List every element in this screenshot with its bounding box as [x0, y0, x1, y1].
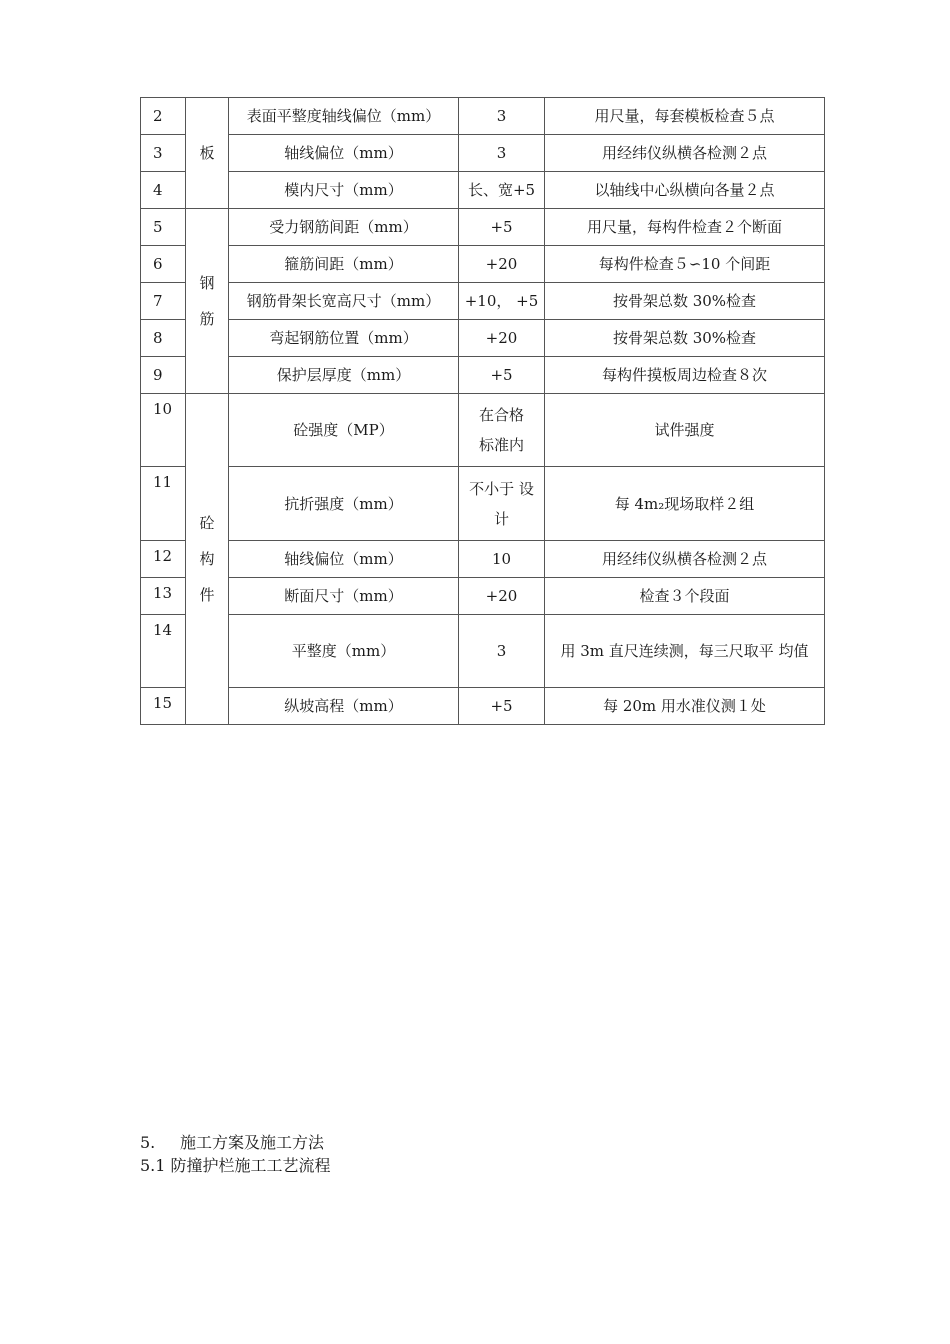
item-cell: 砼强度（MP） [229, 394, 459, 467]
tolerance-text: 不小于 设计 [469, 479, 534, 528]
item-cell: 轴线偏位（mm） [229, 541, 459, 578]
method-cell: 每构件摸板周边检查８次 [545, 357, 825, 394]
table-row [141, 394, 825, 467]
tolerance-text: 在合格标准内 [479, 406, 525, 454]
tolerance-cell: +5 [459, 357, 545, 394]
group-label: 板 [199, 144, 215, 162]
table-row [141, 172, 825, 209]
item-cell: 抗折强度（mm） [229, 467, 459, 541]
method-cell [545, 615, 825, 688]
table-row [141, 467, 825, 541]
row-number: 3 [141, 135, 186, 172]
table-row [141, 246, 825, 283]
subsection-heading: 5.1 防撞护栏施工工艺流程 [140, 1156, 331, 1175]
row-number: 11 [141, 467, 186, 541]
row-number: 14 [141, 615, 186, 688]
table-row [141, 209, 825, 246]
item-cell: 受力钢筋间距（mm） [229, 209, 459, 246]
tolerance-cell: 10 [459, 541, 545, 578]
group-label: 钢筋 [199, 274, 215, 328]
table-row [141, 541, 825, 578]
table-row [141, 98, 825, 135]
tolerance-cell: +20 [459, 246, 545, 283]
tolerance-cell: 3 [459, 135, 545, 172]
item-cell: 钢筋骨架长宽高尺寸（mm） [229, 283, 459, 320]
item-cell: 纵坡高程（mm） [229, 688, 459, 725]
method-cell: 用尺量，每套模板检查５点 [545, 98, 825, 135]
table-row [141, 320, 825, 357]
item-cell: 弯起钢筋位置（mm） [229, 320, 459, 357]
table-row [141, 357, 825, 394]
tolerance-cell: 3 [459, 98, 545, 135]
row-number: 4 [141, 172, 186, 209]
row-number: 5 [141, 209, 186, 246]
inspection-table [140, 97, 825, 725]
table-row [141, 688, 825, 725]
row-number: 10 [141, 394, 186, 467]
row-number: 15 [141, 688, 186, 725]
tolerance-cell: 长、宽+5 [459, 172, 545, 209]
tolerance-cell: +10， +5 [459, 283, 545, 320]
row-number: 12 [141, 541, 186, 578]
method-cell: 每 4m₂现场取样２组 [545, 467, 825, 541]
method-cell: 用经纬仪纵横各检测２点 [545, 135, 825, 172]
item-cell: 断面尺寸（mm） [229, 578, 459, 615]
row-number: 9 [141, 357, 186, 394]
method-cell: 按骨架总数 30%检查 [545, 283, 825, 320]
table-row [141, 135, 825, 172]
item-cell: 平整度（mm） [229, 615, 459, 688]
group-cell-ban [186, 98, 229, 209]
item-cell: 保护层厚度（mm） [229, 357, 459, 394]
method-cell: 用经纬仪纵横各检测２点 [545, 541, 825, 578]
row-number: 8 [141, 320, 186, 357]
table-row [141, 283, 825, 320]
group-cell-goujian [186, 394, 229, 725]
tolerance-cell [459, 467, 545, 541]
method-cell: 以轴线中心纵横向各量２点 [545, 172, 825, 209]
method-cell: 用尺量，每构件检查２个断面 [545, 209, 825, 246]
group-cell-gangjin [186, 209, 229, 394]
tolerance-cell: +5 [459, 688, 545, 725]
tolerance-cell: +20 [459, 320, 545, 357]
method-cell: 每 20m 用水准仪测１处 [545, 688, 825, 725]
group-label: 砼构件 [199, 514, 215, 604]
method-cell: 试件强度 [545, 394, 825, 467]
method-cell: 检查３个段面 [545, 578, 825, 615]
item-cell: 箍筋间距（mm） [229, 246, 459, 283]
row-number: 7 [141, 283, 186, 320]
method-cell: 每构件检查５∽10 个间距 [545, 246, 825, 283]
table-row [141, 578, 825, 615]
item-cell: 模内尺寸（mm） [229, 172, 459, 209]
section-number: 5. [140, 1133, 156, 1152]
item-cell: 表面平整度轴线偏位（mm） [229, 98, 459, 135]
row-number: 6 [141, 246, 186, 283]
section-title: 施工方案及施工方法 [180, 1133, 325, 1152]
tolerance-cell: +5 [459, 209, 545, 246]
item-cell: 轴线偏位（mm） [229, 135, 459, 172]
row-number: 13 [141, 578, 186, 615]
tolerance-cell [459, 394, 545, 467]
method-cell: 按骨架总数 30%检查 [545, 320, 825, 357]
row-number: 2 [141, 98, 186, 135]
tolerance-cell: 3 [459, 615, 545, 688]
method-text: 用 3m 直尺连续测，每三尺取平 均值 [560, 642, 809, 660]
section-heading [140, 1130, 324, 1153]
tolerance-cell: +20 [459, 578, 545, 615]
table-row [141, 615, 825, 688]
